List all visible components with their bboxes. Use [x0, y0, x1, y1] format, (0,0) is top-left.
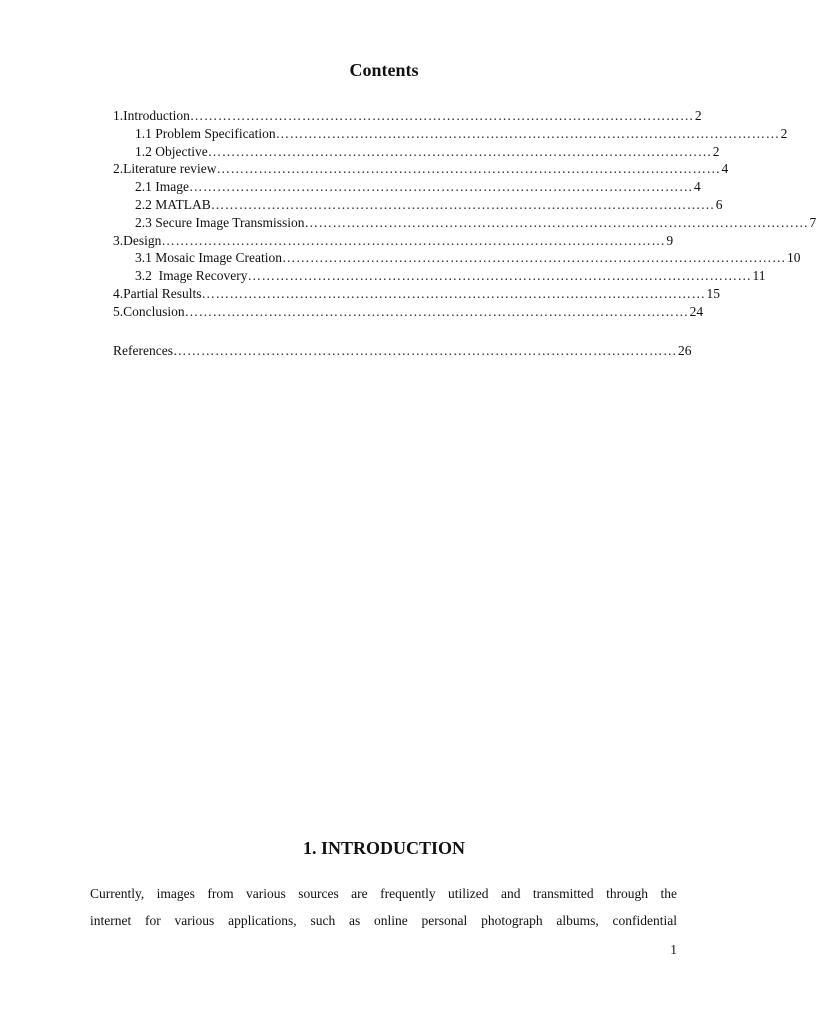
dot-leader: ……………………………………………………………………………………………… — [216, 161, 721, 177]
toc-entry-number: 2. — [113, 161, 124, 177]
toc-entry-label: 2.3 Secure Image Transmission — [135, 214, 305, 230]
page-number: 1 — [670, 942, 677, 957]
toc-entry[interactable] — [113, 232, 674, 251]
contents-title: Contents — [349, 60, 419, 80]
toc-entry-label: 2.1 Image — [135, 179, 189, 195]
toc-entry-page: 9 — [666, 232, 674, 248]
toc-entry-number: 4. — [113, 285, 124, 301]
toc-entry-number: 5. — [113, 303, 124, 319]
toc-entry[interactable] — [113, 303, 704, 322]
toc-entry-label: 1.1 Problem Specification — [135, 125, 276, 141]
toc-entry-label: Introduction — [123, 108, 190, 123]
dot-leader: ……………………………………………………………………………………………… — [161, 232, 666, 248]
toc-entry-page: 2 — [694, 108, 702, 123]
toc-entry[interactable] — [113, 161, 729, 179]
toc-entry-number: 1. — [113, 108, 124, 123]
dot-leader: ……………………………………………………………………………………………… — [201, 285, 706, 301]
toc-entry-page: 4 — [721, 161, 729, 177]
dot-leader: ……………………………………………………………………………………………… — [184, 303, 689, 319]
toc-entry[interactable] — [113, 179, 701, 197]
toc-entry-page: 26 — [677, 342, 692, 358]
introduction-paragraph — [90, 880, 677, 934]
toc-spacer — [113, 322, 603, 343]
dot-leader: ……………………………………………………………………………………………… — [275, 125, 780, 141]
toc-entry[interactable] — [113, 108, 702, 126]
toc-entry-references[interactable] — [113, 342, 692, 361]
dot-leader: ……………………………………………………………………………………………… — [247, 268, 752, 284]
dot-leader: ……………………………………………………………………………………………… — [210, 196, 715, 212]
toc-entry[interactable] — [113, 214, 816, 233]
toc-entry-label: 3.1 Mosaic Image Creation — [135, 250, 282, 266]
toc-entry[interactable] — [113, 125, 788, 144]
toc-entry-page: 6 — [715, 196, 723, 212]
dot-leader: ……………………………………………………………………………………………… — [189, 108, 694, 123]
toc-entry-page: 7 — [809, 214, 816, 230]
toc-entry-label: 1.2 Objective — [135, 143, 208, 159]
toc-entry-label: 3.2 Image Recovery — [135, 268, 248, 284]
toc-entry-label: Conclusion — [123, 303, 185, 319]
toc-entry-page: 10 — [786, 250, 801, 266]
toc-entry-label: Design — [123, 232, 162, 248]
table-of-contents — [113, 108, 816, 360]
toc-entry-page: 11 — [752, 268, 766, 284]
toc-entry-label: References — [113, 342, 173, 358]
paragraph-line: Currently, images from various sources are frequently utilized and transmitted through the — [90, 886, 677, 901]
toc-entry-label: Partial Results — [123, 285, 202, 301]
toc-entry-page: 24 — [689, 303, 704, 319]
toc-entry-label: 2.2 MATLAB — [135, 196, 211, 212]
toc-entry[interactable] — [113, 143, 720, 162]
toc-entry[interactable] — [113, 250, 801, 268]
toc-entry[interactable] — [113, 196, 723, 215]
toc-entry-number: 3. — [113, 232, 124, 248]
dot-leader: ……………………………………………………………………………………………… — [281, 250, 786, 266]
toc-entry-page: 15 — [706, 285, 720, 301]
paragraph-line: internet for various applications, such as online personal photograph albums, confidential — [90, 913, 677, 928]
toc-entry[interactable] — [113, 268, 766, 286]
toc-entry-label: Literature review — [123, 161, 217, 177]
toc-entry-page: 2 — [780, 125, 788, 141]
introduction-heading: 1. INTRODUCTION — [302, 838, 466, 858]
toc-entry-page: 2 — [712, 143, 720, 159]
toc-entry[interactable] — [113, 285, 720, 304]
toc-entry-page: 4 — [693, 179, 701, 195]
dot-leader: ……………………………………………………………………………………………… — [172, 342, 677, 358]
dot-leader: ……………………………………………………………………………………………… — [188, 179, 693, 195]
dot-leader: ……………………………………………………………………………………………… — [304, 214, 809, 230]
dot-leader: ……………………………………………………………………………………………… — [207, 143, 712, 159]
